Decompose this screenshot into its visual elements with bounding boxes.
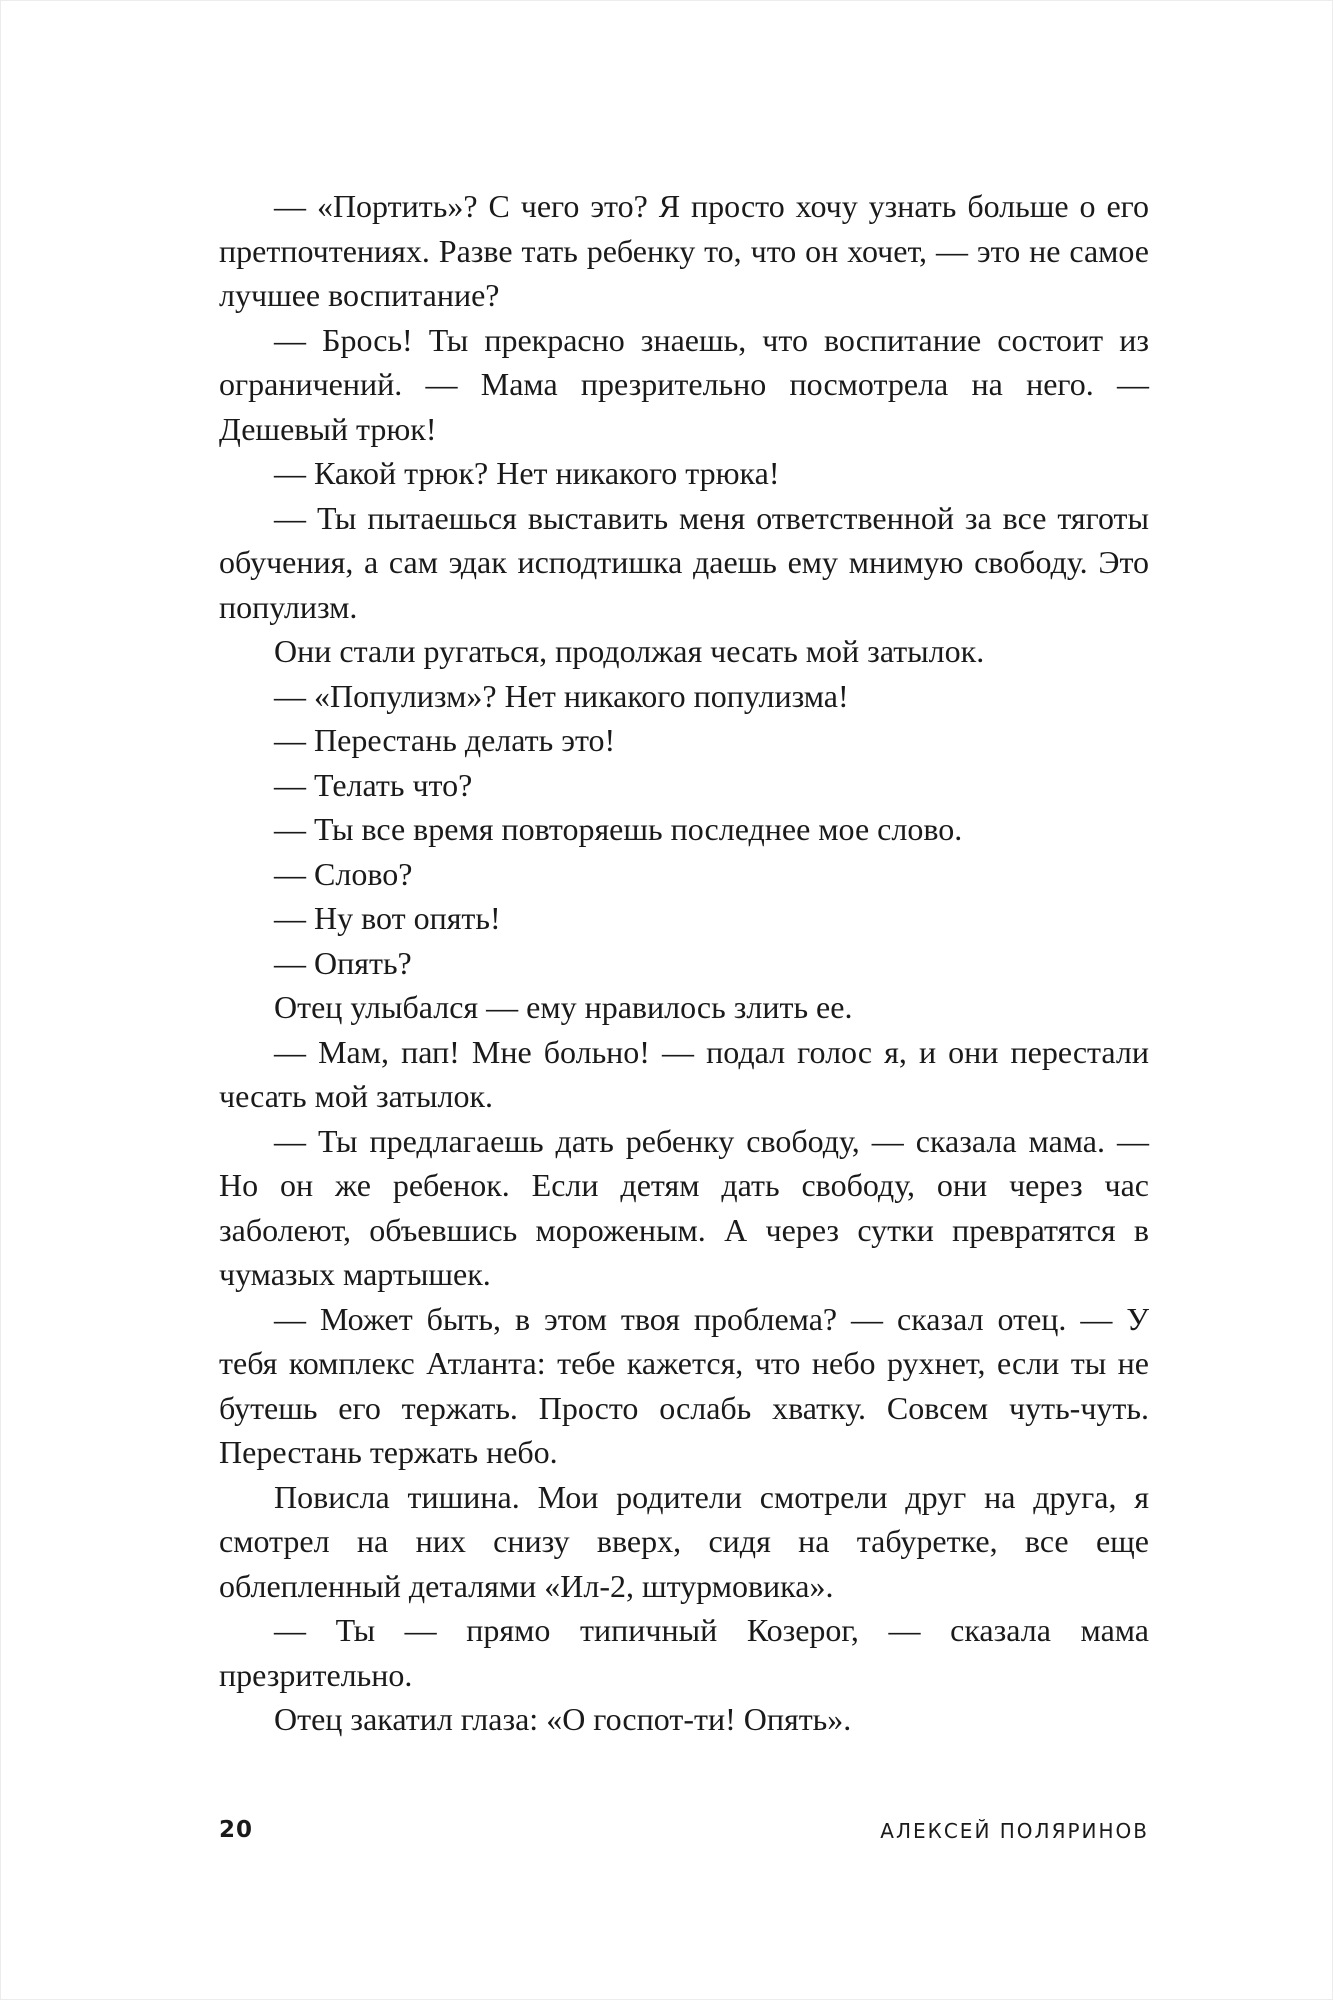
- paragraph-5: Они стали ругаться, продолжая чесать мой затылок.: [274, 633, 985, 669]
- page-footer: [219, 1817, 1149, 1847]
- paragraph-13: Отец улыбался — ему нравилось злить ее.: [274, 989, 853, 1025]
- paragraph-17: Повисла тишина. Мои родители смотрели друг на друга, я смотрел на них снизу вверх, сидя на табуретке, все еще облепленный деталями «Ил-2, штурмовика».: [219, 1478, 1149, 1604]
- paragraph-16: — Может быть, в этом твоя проблема? — сказал отец. — У тебя комплекс Атланта: тебе кажется, что небо рухнет, если ты не бутешь его тержать. Просто ослабь хватку. Совсем чуть-чуть. Перестань тержать небо.: [219, 1300, 1149, 1470]
- body-text: [219, 184, 1149, 1742]
- paragraph-4: — Ты пытаешься выставить меня ответственной за все тяготы обучения, а сам эдак исподтишка даешь ему мнимую свободу. Это популизм.: [219, 499, 1149, 625]
- page-number: 20: [219, 1817, 254, 1843]
- paragraph-8: — Телать что?: [274, 766, 473, 803]
- paragraph-9: — Ты все время повторяешь последнее мое слово.: [274, 811, 963, 847]
- paragraph-2: — Брось! Ты прекрасно знаешь, что воспитание состоит из ограничений. — Мама презрительно посмотрела на него. — Дешевый трюк!: [219, 321, 1149, 447]
- paragraph-6: — «Популизм»? Нет никакого популизма!: [274, 677, 849, 714]
- paragraph-14: — Мам, пап! Мне больно! — подал голос я, и они перестали чесать мой затылок.: [219, 1033, 1149, 1114]
- paragraph-12: — Опять?: [274, 944, 412, 981]
- paragraph-19: Отец закатил глаза: «О госпот-ти! Опять».: [274, 1701, 852, 1737]
- paragraph-1: — «Портить»? С чего это? Я просто хочу узнать больше о его претпочтениях. Разве тать ребенку то, что он хочет, — это не самое лучшее воспитание?: [219, 188, 1149, 313]
- author-running-head: АЛЕКСЕЙ ПОЛЯРИНОВ: [880, 1819, 1149, 1843]
- paragraph-10: — Слово?: [274, 855, 413, 892]
- paragraph-7: — Перестань делать это!: [274, 722, 616, 758]
- paragraph-15: — Ты предлагаешь дать ребенку свободу, — сказала мама. — Но он же ребенок. Если детям дать свободу, они через час заболеют, объевшись мороженым. А через сутки превратятся в чумазых мартышек.: [219, 1122, 1149, 1292]
- paragraph-18: — Ты — прямо типичный Козерог, — сказала мама презрительно.: [219, 1612, 1149, 1693]
- paragraph-3: — Какой трюк? Нет никакого трюка!: [274, 455, 780, 491]
- paragraph-11: — Ну вот опять!: [274, 900, 501, 936]
